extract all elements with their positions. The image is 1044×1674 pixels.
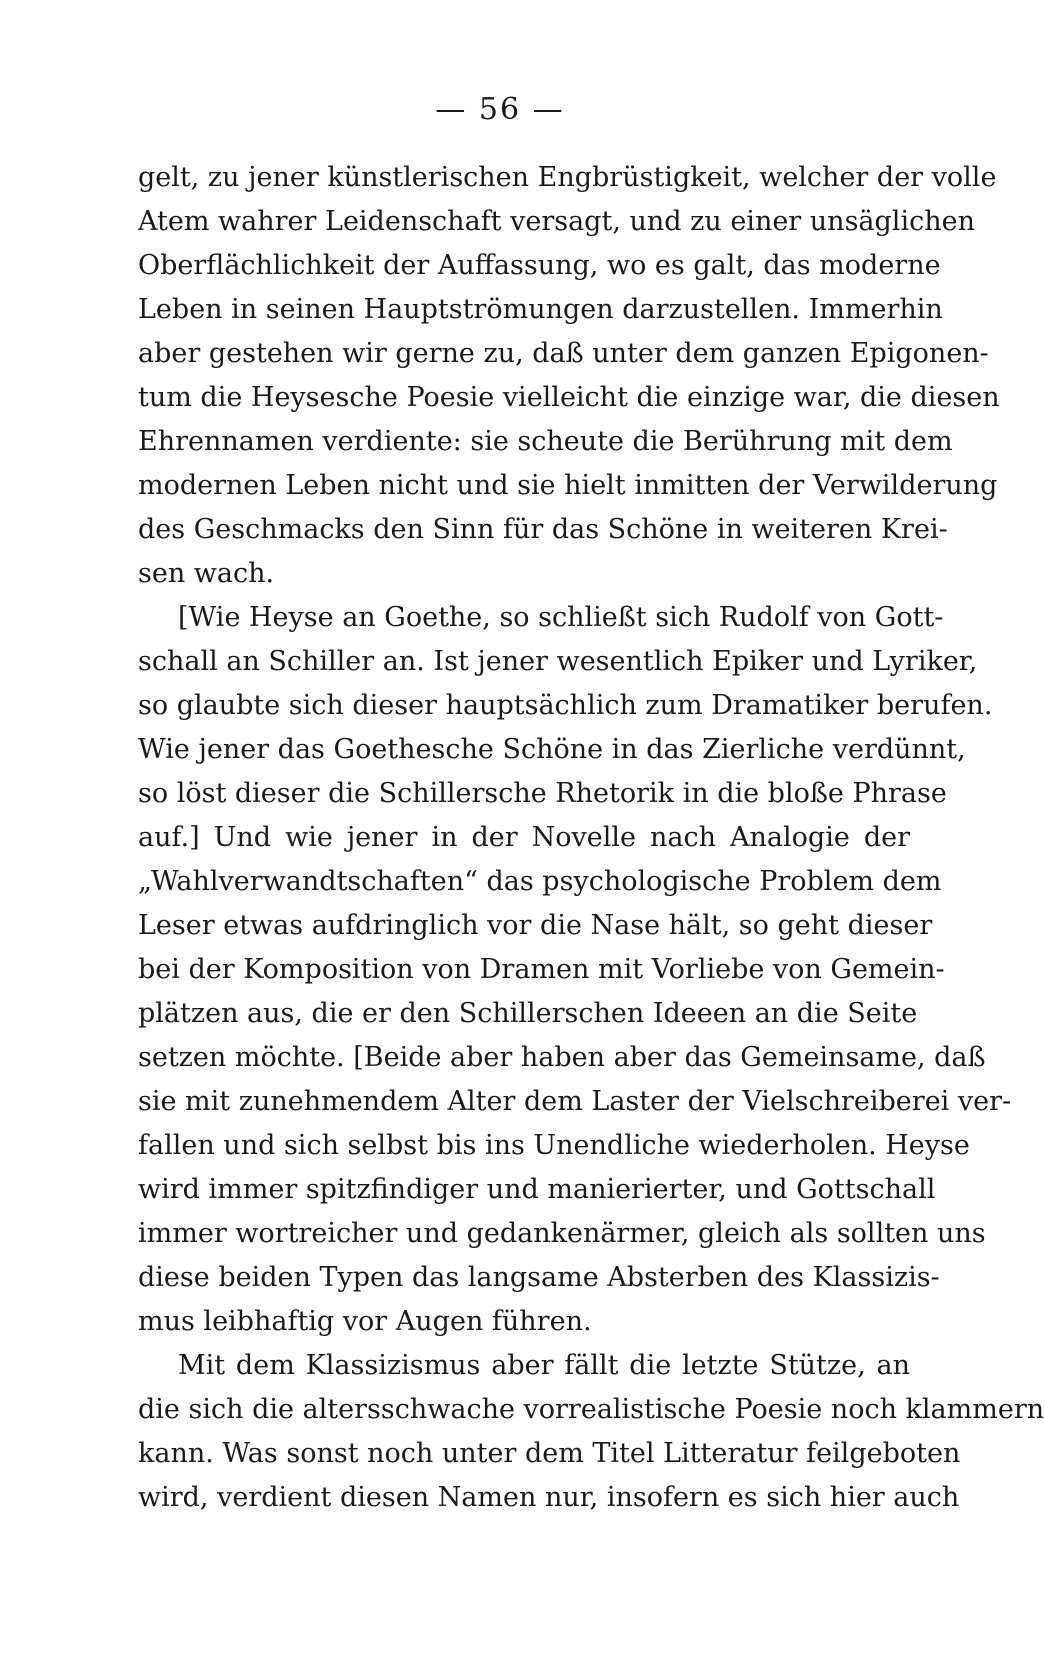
text-line: die sich die altersschwache vorrealistische Poesie noch klammern bbox=[138, 1394, 1044, 1425]
text-line: Ehrennamen verdiente: sie scheute die Berührung mit dem bbox=[138, 426, 953, 457]
text-line: sie mit zunehmendem Alter dem Laster der Vielschreiberei ver- bbox=[138, 1086, 1012, 1117]
text-line: Wie jener das Goethesche Schöne in das Zierliche verdünnt, bbox=[138, 734, 966, 765]
text-line: aber gestehen wir gerne zu, daß unter dem ganzen Epigonen- bbox=[138, 338, 989, 369]
text-line: wird immer spitzfindiger und manierierter, und Gottschall bbox=[138, 1174, 936, 1205]
text-line: bei der Komposition von Dramen mit Vorliebe von Gemein- bbox=[138, 954, 945, 985]
text-line: Oberflächlichkeit der Auffassung, wo es galt, das moderne bbox=[138, 250, 941, 281]
text-line: so löst dieser die Schillersche Rhetorik in die bloße Phrase bbox=[138, 778, 947, 809]
text-line: immer wortreicher und gedankenärmer, gleich als sollten uns bbox=[138, 1218, 986, 1249]
text-line: fallen und sich selbst bis ins Unendliche wiederholen. Heyse bbox=[138, 1130, 970, 1161]
page-number: — 56 — bbox=[435, 92, 565, 127]
text-line: „Wahlverwandtschaften“ das psychologische Problem dem bbox=[138, 866, 942, 897]
body-text bbox=[138, 156, 1044, 1520]
text-line: diese beiden Typen das langsame Absterben des Klassizis- bbox=[138, 1262, 940, 1293]
text-line: tum die Heysesche Poesie vielleicht die einzige war, die diesen bbox=[138, 382, 1000, 413]
text-line: mus leibhaftig vor Augen führen. bbox=[138, 1306, 592, 1337]
text-line: schall an Schiller an. Ist jener wesentlich Epiker und Lyriker, bbox=[138, 646, 978, 677]
text-line: Mit dem Klassizismus aber fällt die letzte Stütze, an bbox=[178, 1350, 910, 1381]
text-line: setzen möchte. [Beide aber haben aber das Gemeinsame, daß bbox=[138, 1042, 986, 1073]
text-line: Leben in seinen Hauptströmungen darzustellen. Immerhin bbox=[138, 294, 943, 325]
text-line: Leser etwas aufdringlich vor die Nase hält, so geht dieser bbox=[138, 910, 933, 941]
text-line: gelt, zu jener künstlerischen Engbrüstigkeit, welcher der volle bbox=[138, 162, 997, 193]
text-line: sen wach. bbox=[138, 558, 275, 589]
text-line: kann. Was sonst noch unter dem Titel Litteratur feilgeboten bbox=[138, 1438, 961, 1469]
text-line: des Geschmacks den Sinn für das Schöne in weiteren Krei- bbox=[138, 514, 948, 545]
text-line: [Wie Heyse an Goethe, so schließt sich Rudolf von Gott- bbox=[178, 602, 944, 633]
text-line: modernen Leben nicht und sie hielt inmitten der Verwilderung bbox=[138, 470, 998, 501]
text-line: Atem wahrer Leidenschaft versagt, und zu einer unsäglichen bbox=[138, 206, 975, 237]
text-line: auf.] Und wie jener in der Novelle nach Analogie der bbox=[138, 822, 910, 853]
text-line: plätzen aus, die er den Schillerschen Ideeen an die Seite bbox=[138, 998, 918, 1029]
text-line: so glaubte sich dieser hauptsächlich zum Dramatiker berufen. bbox=[138, 690, 993, 721]
text-line: wird, verdient diesen Namen nur, insofern es sich hier auch bbox=[138, 1482, 960, 1513]
